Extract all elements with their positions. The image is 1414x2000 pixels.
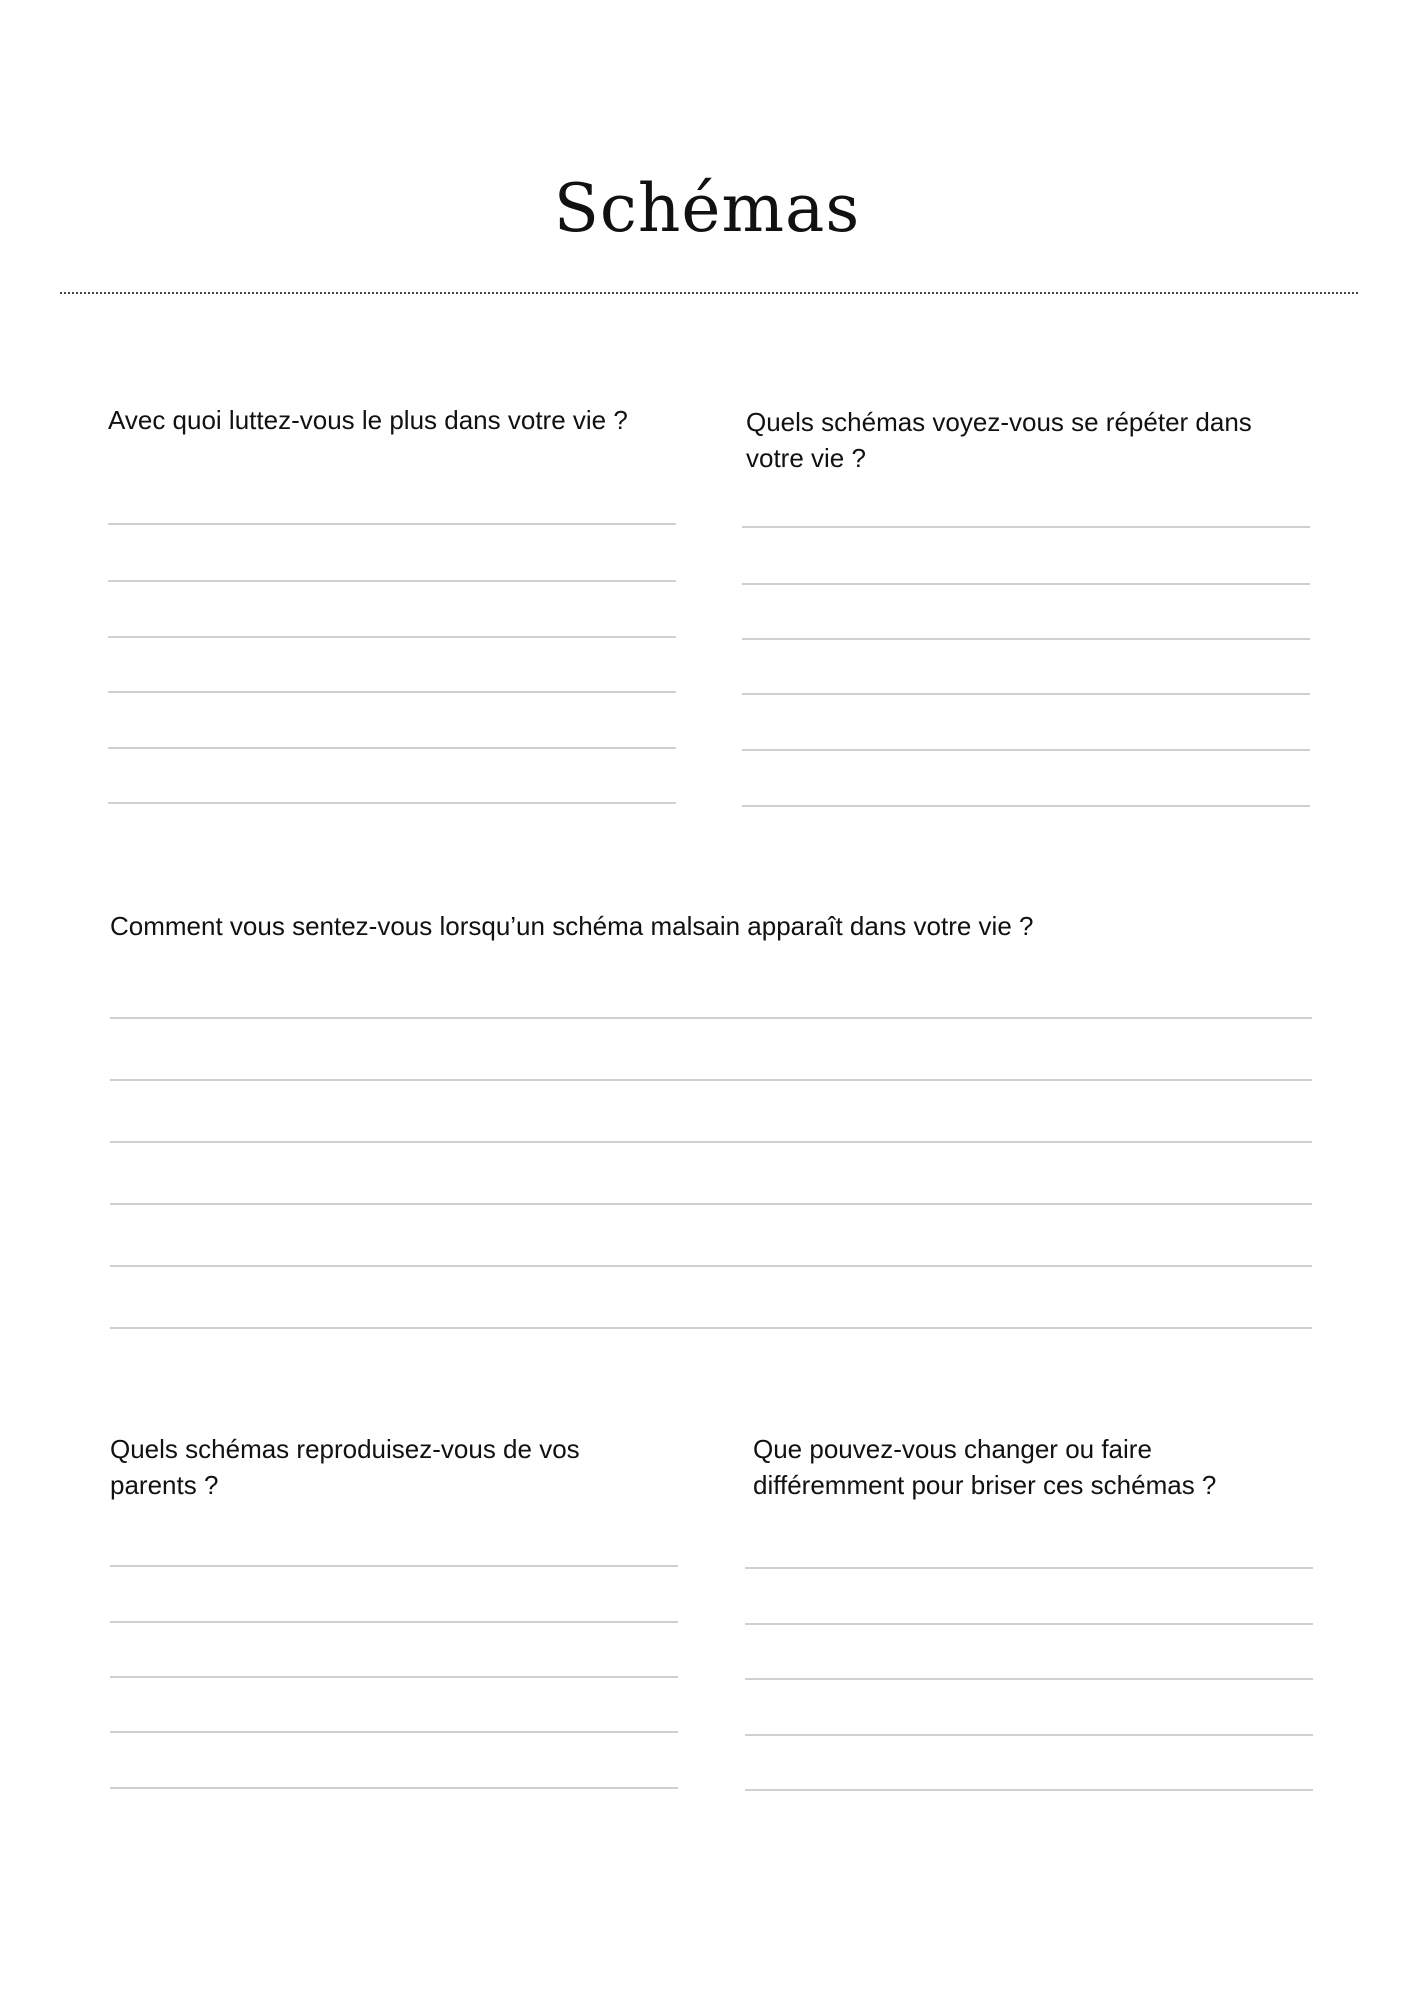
writing-line[interactable] (742, 805, 1310, 807)
writing-line[interactable] (110, 1203, 1312, 1205)
writing-line[interactable] (742, 749, 1310, 751)
writing-line[interactable] (110, 1731, 678, 1733)
writing-line[interactable] (108, 523, 676, 525)
writing-line[interactable] (745, 1567, 1313, 1569)
writing-line[interactable] (108, 747, 676, 749)
writing-line[interactable] (110, 1141, 1312, 1143)
writing-line[interactable] (108, 691, 676, 693)
question-repeating-patterns: Quels schémas voyez-vous se répéter dans votre vie ? (746, 407, 1252, 473)
question-feelings: Comment vous sentez-vous lorsqu’un schéma malsain apparaît dans votre vie ? (110, 911, 1034, 941)
question-parents-patterns: Quels schémas reproduisez-vous de vos parents ? (110, 1434, 580, 1500)
writing-line[interactable] (745, 1789, 1313, 1791)
writing-line[interactable] (110, 1621, 678, 1623)
writing-line[interactable] (742, 526, 1310, 528)
writing-line[interactable] (745, 1678, 1313, 1680)
question-break-patterns: Que pouvez-vous changer ou faire différemment pour briser ces schémas ? (753, 1434, 1217, 1500)
writing-line[interactable] (108, 802, 676, 804)
writing-line[interactable] (110, 1327, 1312, 1329)
writing-line[interactable] (742, 638, 1310, 640)
writing-line[interactable] (110, 1787, 678, 1789)
writing-line[interactable] (110, 1565, 678, 1567)
writing-line[interactable] (745, 1734, 1313, 1736)
title-divider (60, 292, 1358, 294)
writing-line[interactable] (108, 580, 676, 582)
writing-line[interactable] (742, 583, 1310, 585)
writing-line[interactable] (745, 1623, 1313, 1625)
writing-line[interactable] (110, 1079, 1312, 1081)
writing-line[interactable] (110, 1265, 1312, 1267)
writing-line[interactable] (108, 636, 676, 638)
page-title: Schémas (553, 170, 861, 247)
writing-line[interactable] (110, 1017, 1312, 1019)
question-struggles: Avec quoi luttez-vous le plus dans votre vie ? (108, 405, 628, 435)
writing-line[interactable] (742, 693, 1310, 695)
writing-line[interactable] (110, 1676, 678, 1678)
